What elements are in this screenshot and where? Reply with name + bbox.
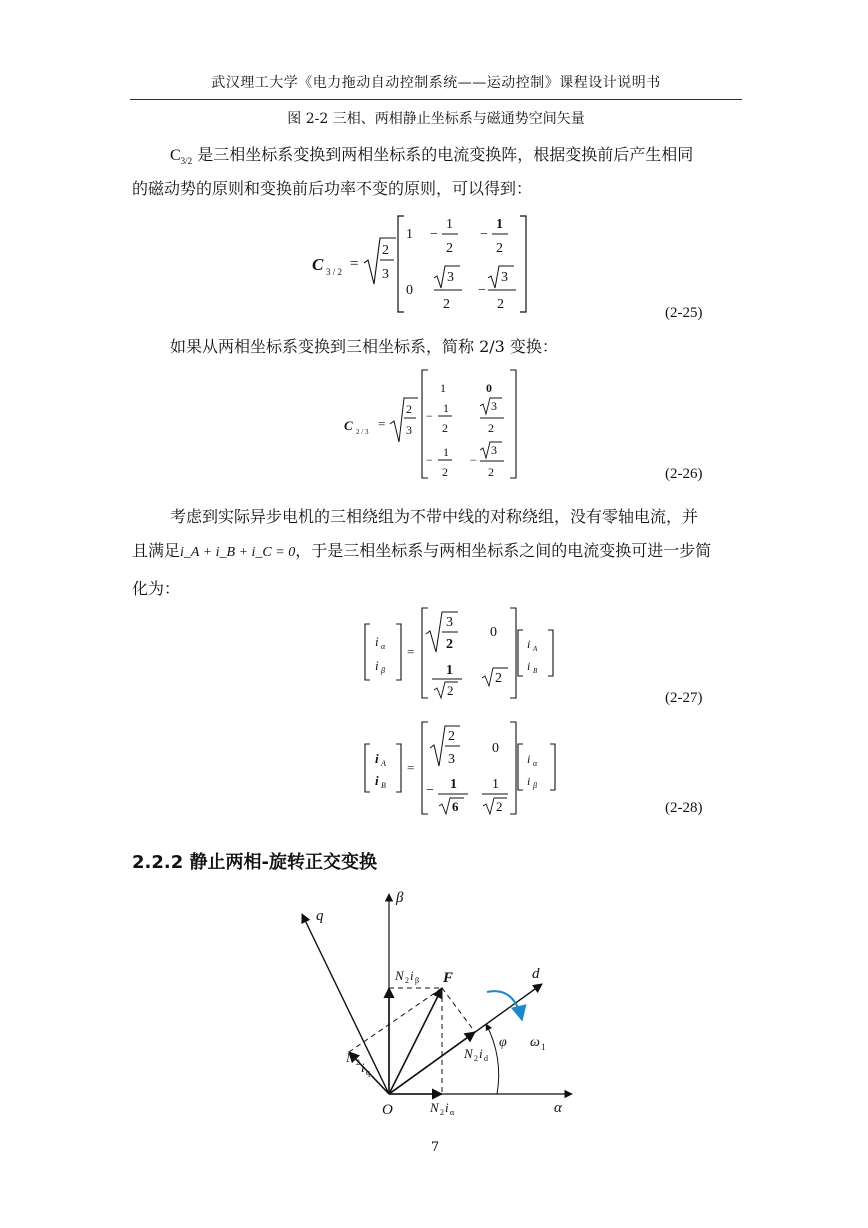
eq27-i-alpha: i [375, 634, 379, 649]
eq26-a11: 1 [440, 381, 446, 395]
kcl-expression: i_A + i_B + i_C = 0 [180, 545, 296, 560]
eq-number-2-26: (2-26) [665, 466, 703, 482]
label-o: O [382, 1102, 393, 1118]
eq25-a11: 1 [406, 227, 413, 242]
section-heading: 2.2.2 静止两相-旋转正交变换 [132, 852, 377, 873]
eq25-a12-minus: − [430, 227, 438, 242]
page-number: 7 [430, 1140, 440, 1155]
eq25-num: 2 [382, 243, 389, 258]
eq28-i-alpha: i [527, 752, 531, 766]
label-alpha: α [554, 1100, 562, 1116]
eq25-a23-den: 2 [497, 297, 504, 312]
d-projection [442, 988, 475, 1032]
label-n2id-2: 2 [474, 1054, 478, 1063]
eq28-a22-den: 2 [496, 799, 503, 814]
eq26-a31-den: 2 [442, 465, 448, 479]
eq27-i-beta: i [375, 658, 379, 673]
label-n2iq-i: i [361, 1060, 365, 1075]
eq28-i-beta: i [527, 774, 531, 788]
eq26-a32-minus: − [470, 453, 477, 467]
eq25-a13-minus: − [480, 227, 488, 242]
paragraph-1-text: 是三相坐标系变换到两相坐标系的电流变换阵，根据变换前后产生相同 [197, 145, 694, 164]
eq28-a22-num: 1 [492, 777, 499, 792]
eq26-a31-num: 1 [443, 445, 449, 459]
label-n2ibeta-i: i [410, 968, 414, 983]
eq25-a13-den: 2 [496, 241, 503, 256]
label-n2id-i: i [479, 1046, 483, 1061]
eq27-a11-den: 2 [446, 637, 453, 652]
eq25-a12-num: 1 [446, 217, 453, 232]
equation-2-25 [300, 208, 540, 316]
eq27-eq: = [407, 644, 415, 659]
paragraph-5 [132, 534, 742, 570]
eq27-a-sub: A [533, 645, 538, 653]
eq26-a12: 0 [486, 381, 492, 395]
eq25-c: C [312, 255, 324, 274]
eq26-sub: 2 / 3 [356, 428, 369, 436]
eq25-a23-num: 3 [501, 270, 508, 285]
eq25-a12-den: 2 [446, 241, 453, 256]
label-phi: φ [499, 1035, 507, 1050]
eq26-a31-minus: − [426, 453, 433, 467]
label-n2ialpha-2: 2 [440, 1108, 444, 1117]
paragraph-2: 的磁动势的原则和变换前后功率不变的原则，可以得到： [132, 179, 533, 198]
eq28-a12: 0 [492, 741, 499, 756]
q-projection [349, 988, 442, 1052]
eq28-i-a: i [375, 751, 379, 766]
eq28-a11-den: 3 [448, 752, 455, 767]
label-n2ialpha-n: N [430, 1100, 439, 1115]
dq-transform-diagram [292, 884, 582, 1120]
equation-2-28 [362, 718, 562, 816]
eq-number-2-25: (2-25) [665, 305, 703, 321]
omega-rotation-arrow [487, 991, 522, 1020]
eq26-a32-num: 3 [491, 443, 497, 457]
eq26-a21-num: 1 [443, 401, 449, 415]
paragraph-5-pre: 且满足 [132, 541, 181, 560]
label-n2iq-2: 2 [356, 1058, 360, 1067]
eq28-a21-minus: − [426, 783, 434, 798]
eq26-eq: = [378, 416, 386, 431]
header-rule [130, 99, 742, 100]
eq28-alpha-sub: α [533, 759, 538, 768]
label-n2ialpha-i: i [445, 1100, 449, 1115]
label-n2iq-n: N [346, 1050, 355, 1065]
equation-2-26 [340, 366, 530, 484]
label-n2ialpha-sub: α [450, 1108, 455, 1117]
label-n2iq-sub: q [366, 1068, 370, 1077]
n2-id-vector [389, 1032, 475, 1094]
label-omega-sub: 1 [541, 1042, 546, 1052]
eq26-a22-den: 2 [488, 421, 494, 435]
eq27-a11-num: 3 [446, 615, 453, 630]
paragraph-5-post: ，于是三相坐标系与两相坐标系之间的电流变换可进一步简 [295, 541, 712, 560]
label-d: d [532, 966, 540, 982]
eq27-b-sub: B [533, 667, 538, 675]
eq28-beta-sub: β [533, 781, 537, 790]
paragraph-4: 考虑到实际异步电机的三相绕组为不带中线的对称绕组，没有零轴电流，并 [170, 507, 699, 526]
running-header: 武汉理工大学《电力拖动自动控制系统——运动控制》课程设计说明书 [211, 75, 661, 91]
eq26-a21-minus: − [426, 409, 433, 423]
label-beta: β [396, 890, 404, 906]
eq-number-2-27: (2-27) [665, 690, 703, 706]
eq25-eq: = [350, 256, 359, 272]
c32-symbol: C [170, 147, 181, 164]
eq28-b-sub: B [381, 781, 386, 790]
f-vector [389, 988, 442, 1094]
label-n2id-sub: d [484, 1054, 488, 1063]
label-q: q [316, 908, 324, 924]
eq26-a21-den: 2 [442, 421, 448, 435]
figure-caption: 图 2-2 三相、两相静止坐标系与磁通势空间矢量 [287, 111, 585, 127]
label-n2ibeta-sub: β [415, 976, 420, 985]
label-n2id-n: N [464, 1046, 473, 1061]
eq25-a22-den: 2 [443, 297, 450, 312]
eq27-alpha-sub: α [381, 642, 386, 651]
eq28-eq: = [407, 760, 415, 775]
eq25-den: 3 [382, 267, 389, 282]
label-omega: ω [530, 1035, 540, 1050]
eq26-c: C [344, 418, 353, 433]
label-n2ibeta-n: N [395, 968, 404, 983]
eq25-a13-num: 1 [496, 217, 503, 232]
eq28-a-sub: A [381, 759, 386, 768]
eq26-num: 2 [406, 402, 412, 416]
paragraph-3: 如果从两相坐标系变换到三相坐标系，简称 2/3 变换： [170, 337, 558, 356]
eq25-a22-num: 3 [447, 270, 454, 285]
eq27-a21-den: 2 [447, 683, 454, 698]
paragraph-6: 化为： [132, 579, 181, 598]
eq25-a21: 0 [406, 283, 413, 298]
c32-subscript: 3/2 [180, 156, 193, 167]
eq28-i-b: i [375, 773, 379, 788]
label-n2ibeta-2: 2 [405, 976, 409, 985]
eq28-a21-den: 6 [452, 799, 459, 814]
eq27-a21-num: 1 [446, 663, 453, 678]
eq28-a11-num: 2 [448, 729, 455, 744]
eq25-sub: 3 / 2 [326, 267, 343, 277]
eq27-i-b: i [527, 659, 531, 673]
eq26-den: 3 [406, 423, 412, 437]
eq26-a32-den: 2 [488, 465, 494, 479]
label-f: F [443, 970, 454, 986]
eq27-a12: 0 [490, 625, 497, 640]
eq25-a23-minus: − [478, 283, 486, 298]
eq-number-2-28: (2-28) [665, 800, 703, 816]
eq27-a22: 2 [495, 671, 502, 686]
eq27-i-a: i [527, 637, 531, 651]
equation-2-27 [362, 604, 562, 700]
q-axis [302, 914, 389, 1094]
eq27-beta-sub: β [381, 666, 385, 675]
eq26-a22-num: 3 [491, 399, 497, 413]
eq28-a21-num: 1 [450, 777, 457, 792]
